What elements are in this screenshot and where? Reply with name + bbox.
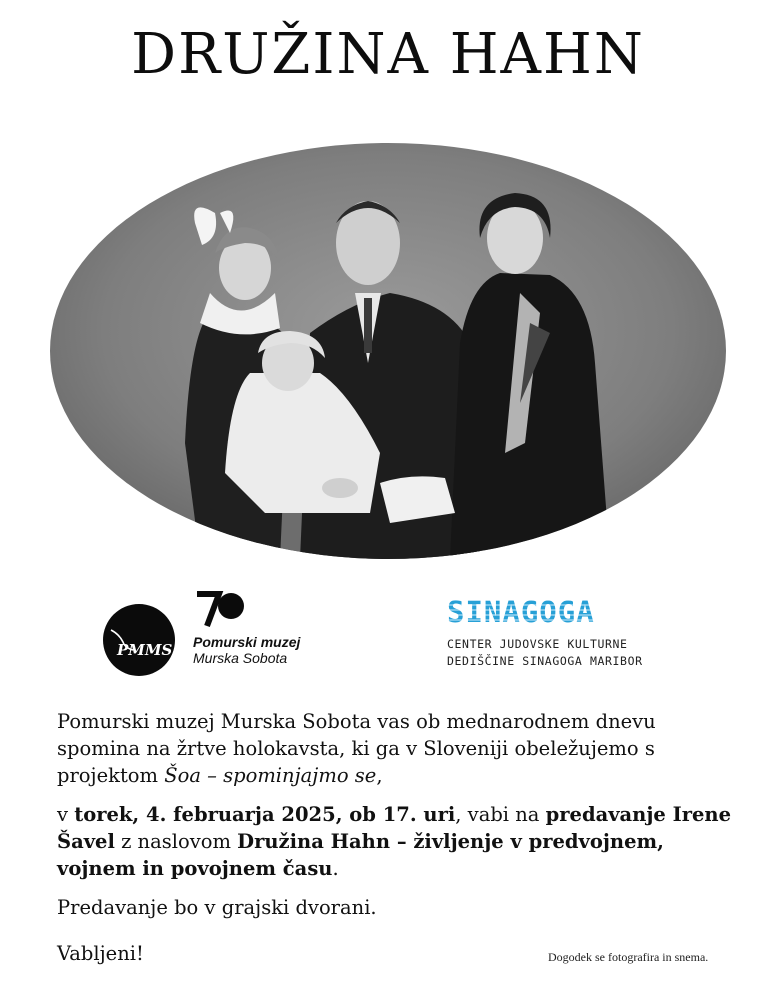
seventy-years-icon xyxy=(193,588,253,630)
invitation-text xyxy=(57,708,737,933)
pmms-circle-icon xyxy=(103,604,175,676)
event-text-b: , vabi na xyxy=(455,803,546,826)
pomurski-muzej-70-logo xyxy=(193,588,300,666)
paragraph-intro xyxy=(57,708,737,789)
event-text-c: z naslovom xyxy=(114,830,238,853)
sinagoga-subtitle-1: CENTER JUDOVSKE KULTURNE xyxy=(447,637,628,651)
recording-note: Dogodek se fotografira in snema. xyxy=(548,950,709,964)
pmms-letters: PMMS xyxy=(117,641,173,659)
intro-end: , xyxy=(376,764,383,787)
lecture-speaker: predavanje Irene Šavel xyxy=(57,803,731,853)
sinagoga-wordmark: SINAGOGA xyxy=(447,596,643,628)
event-date: torek, 4. februarja 2025, ob 17. uri xyxy=(74,803,456,826)
sinagoga-logo xyxy=(447,596,643,670)
lecture-title: Družina Hahn – življenje v predvojnem, vojnem in povojnem času xyxy=(57,830,664,880)
page-title: DRUŽINA HAHN xyxy=(131,22,645,87)
paragraph-event xyxy=(57,801,737,882)
family-portrait-photo xyxy=(50,143,726,559)
sinagoga-subtitle-2: DEDIŠČINE SINAGOGA MARIBOR xyxy=(447,654,643,668)
intro-text: Pomurski muzej Murska Sobota vas ob mednarodnem dnevu spomina na žrtve holokavsta, ki ga v Sloveniji obeležujemo s projektom xyxy=(57,710,656,787)
closing-text: Vabljeni! xyxy=(57,942,144,965)
museum-city: Murska Sobota xyxy=(193,650,288,666)
event-end: . xyxy=(332,857,339,880)
pmms-logo xyxy=(103,604,175,676)
museum-name: Pomurski muzej xyxy=(193,634,301,650)
project-name: Šoa – spominjajmo se xyxy=(164,764,377,787)
paragraph-venue: Predavanje bo v grajski dvorani. xyxy=(57,896,377,919)
event-text-a: v xyxy=(57,803,75,826)
